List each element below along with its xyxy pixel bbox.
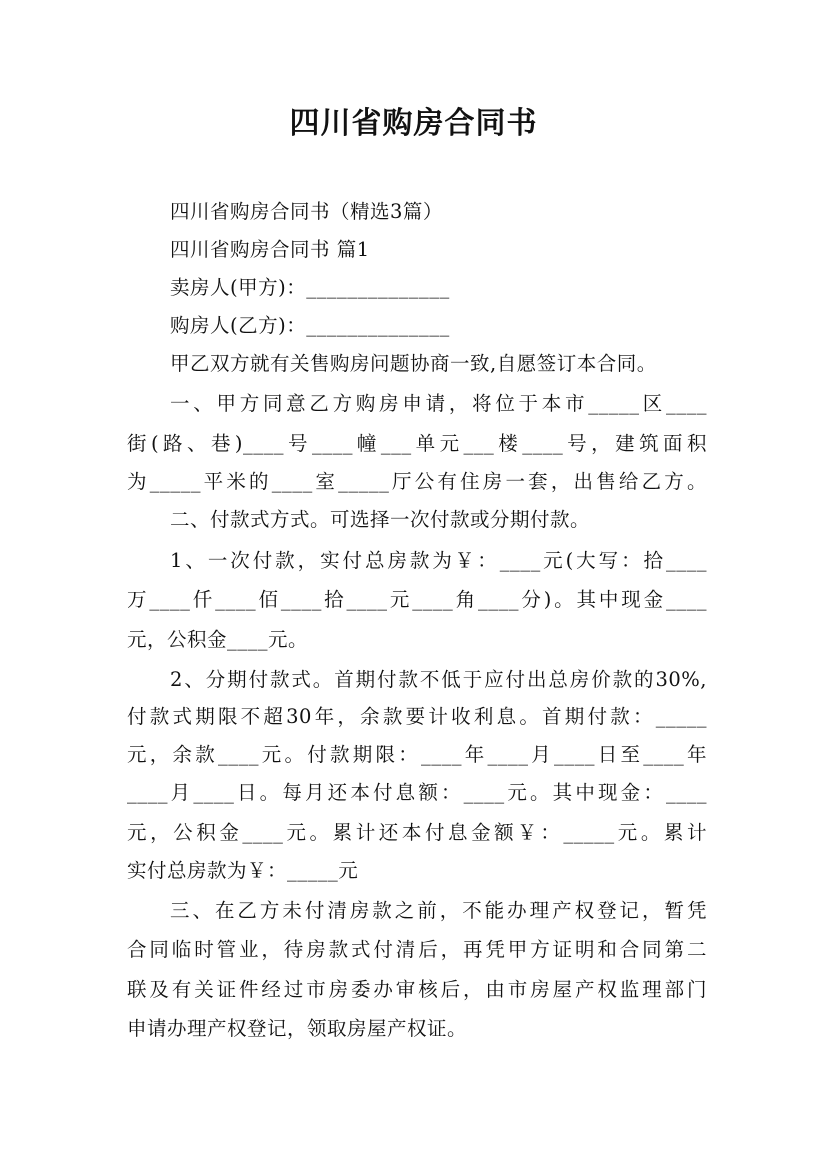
paragraph-line: 元，余款____元。付款期限：____年____月____日至____年 [127, 743, 707, 766]
section-heading: 四川省购房合同书 篇1 [170, 238, 370, 261]
paragraph-line: 联及有关证件经过市房委办审核后，由市房屋产权监理部门 [127, 978, 707, 1001]
paragraph-line: ____月____日。每月还本付息额：____元。其中现金：____ [127, 781, 707, 804]
buyer-field: 购房人(乙方)：______________ [170, 314, 450, 337]
paragraph-line: 元，公积金____元。累计还本付息金额￥：_____元。累计 [127, 821, 707, 844]
subtitle-line: 四川省购房合同书（精选3篇） [170, 200, 443, 223]
paragraph-line: 街(路、巷)____号____幢___单元___楼____号，建筑面积 [127, 432, 707, 455]
paragraph-line: 实付总房款为￥：_____元 [127, 859, 359, 882]
paragraph-line: 元，公积金____元。 [127, 628, 309, 651]
document-title: 四川省购房合同书 [289, 106, 538, 141]
paragraph-line: 1、一次付款，实付总房款为￥：____元(大写：拾____ [170, 549, 707, 572]
seller-field: 卖房人(甲方)：______________ [170, 276, 450, 299]
paragraph-line: 甲乙双方就有关售购房问题协商一致,自愿签订本合同。 [170, 352, 657, 375]
paragraph-line: 二、付款式方式。可选择一次付款或分期付款。 [170, 508, 591, 531]
paragraph-line: 合同临时管业，待房款式付清后，再凭甲方证明和合同第二 [127, 938, 707, 961]
paragraph-line: 付款式期限不超30年，余款要计收利息。首期付款：_____ [127, 705, 707, 728]
paragraph-line: 三、在乙方未付清房款之前，不能办理产权登记，暂凭 [170, 899, 707, 922]
paragraph-line: 万____仟____佰____拾____元____角____分)。其中现金____ [127, 588, 707, 611]
paragraph-line: 2、分期付款式。首期付款不低于应付出总房价款的30%, [170, 668, 707, 691]
paragraph-line: 为_____平米的____室_____厅公有住房一套，出售给乙方。 [127, 470, 707, 493]
paragraph-line: 一、甲方同意乙方购房申请，将位于本市_____区____ [170, 392, 707, 415]
paragraph-line: 申请办理产权登记，领取房屋产权证。 [127, 1017, 468, 1040]
